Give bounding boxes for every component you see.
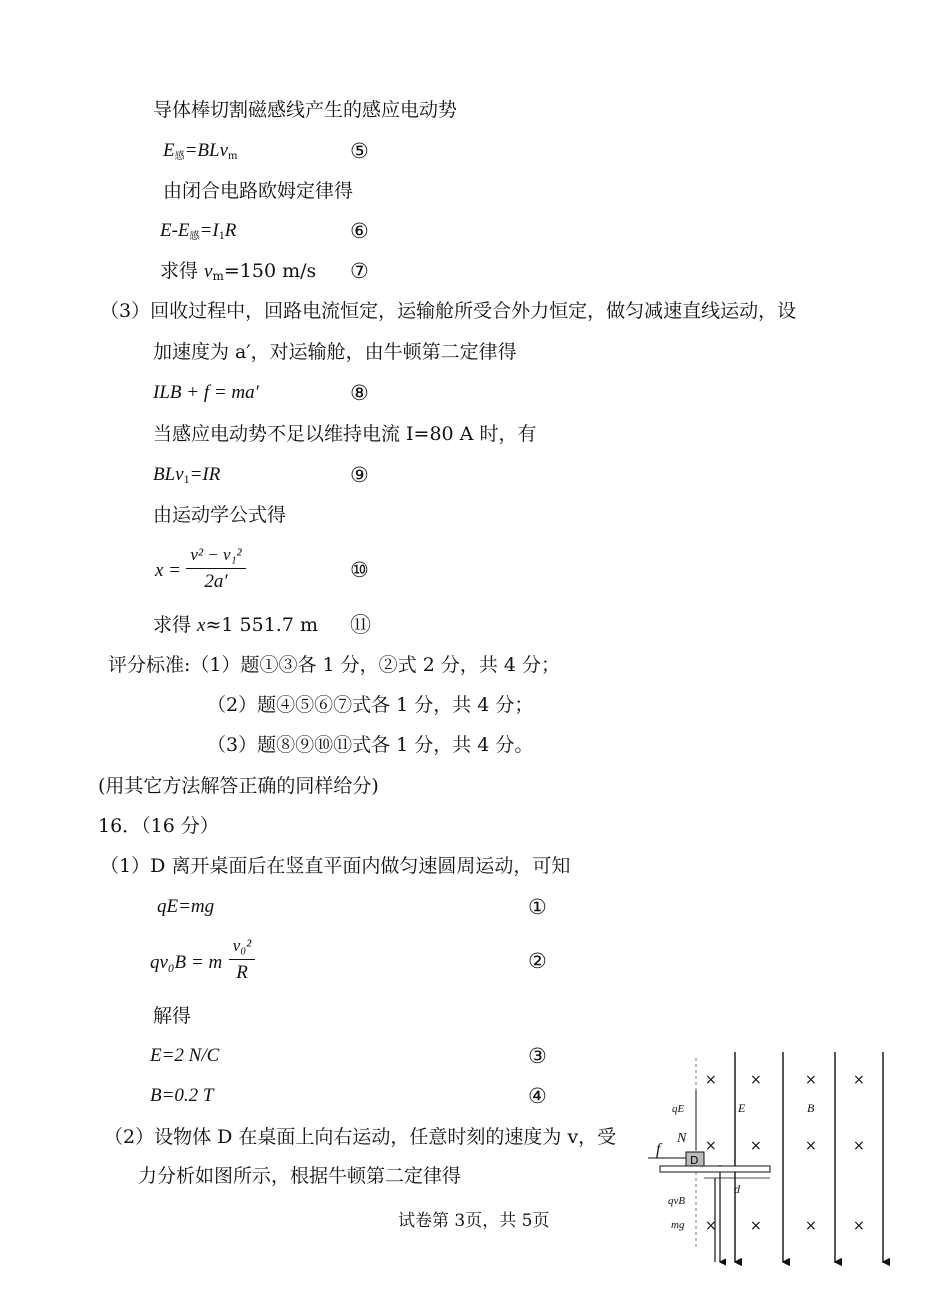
table-surface <box>660 1166 770 1172</box>
label-f: f <box>656 1141 661 1158</box>
text-line: 由闭合电路欧姆定律得 <box>163 180 354 202</box>
cross-mark: × <box>805 1138 817 1154</box>
cross-mark: × <box>705 1072 717 1088</box>
question-heading: 16．（16 分） <box>98 815 219 837</box>
equation-10-fraction: v² − v₁² 2a′ <box>186 543 246 594</box>
text-line: 导体棒切割磁感线产生的感应电动势 <box>153 99 458 121</box>
cross-mark: × <box>805 1218 817 1234</box>
cross-mark: × <box>750 1138 762 1154</box>
label-qE: qE <box>672 1103 685 1115</box>
cross-mark: × <box>750 1072 762 1088</box>
equation-3: E=2 N/C <box>150 1045 220 1066</box>
force-diagram <box>640 1050 895 1270</box>
page-footer: 试卷第 3页，共 5页 <box>398 1211 550 1231</box>
scoring-line: （2）题④⑤⑥⑦式各 1 分，共 4 分； <box>207 694 534 716</box>
equation-number: ⑨ <box>350 463 369 487</box>
equation-2-lhs: qv₀B = m <box>150 952 223 973</box>
cross-mark: × <box>750 1218 762 1234</box>
scoring-note: (用其它方法解答正确的同样给分) <box>98 775 379 797</box>
label-mg: mg <box>671 1219 685 1231</box>
text-line: （2）设物体 D 在桌面上向右运动，任意时刻的速度为 v，受 <box>104 1126 617 1148</box>
equation-8: ILB + f = ma′ <box>153 382 259 403</box>
part3-heading: （3）回收过程中，回路电流恒定，运输舱所受合外力恒定，做匀减速直线运动，设 <box>100 300 797 322</box>
label-d: d <box>734 1182 740 1196</box>
equation-2-fraction: v₀² R <box>229 934 255 985</box>
label-E: E <box>738 1101 746 1115</box>
label-qvB: qvB <box>668 1195 686 1207</box>
equation-number: ① <box>528 895 547 919</box>
label-d: D <box>690 1154 699 1167</box>
result-line: 求得 x≈1 551.7 m <box>153 614 318 636</box>
equation-number: ⑦ <box>350 259 369 283</box>
equation-number: ③ <box>528 1044 547 1068</box>
equation-number: ⑩ <box>350 558 369 582</box>
equation-number: ② <box>528 949 547 973</box>
equation-number: ⑧ <box>350 381 369 405</box>
text-line: （1）D 离开桌面后在竖直平面内做匀速圆周运动，可知 <box>100 855 571 877</box>
text-line: 加速度为 a′，对运输舱，由牛顿第二定律得 <box>153 341 517 363</box>
equation-6: $E-E_感=I_1R$ <box>160 220 237 242</box>
equation-5: $E_感=BLv_m$ <box>163 140 238 162</box>
equation-1: qE=mg <box>157 896 215 917</box>
result-line: 求得 $v_m=150$ m/s <box>160 260 317 283</box>
cross-mark: × <box>705 1218 717 1234</box>
cross-mark: × <box>805 1072 817 1088</box>
text-line: 力分析如图所示，根据牛顿第二定律得 <box>138 1165 462 1187</box>
label-B: B <box>807 1101 815 1115</box>
equation-number: ⑥ <box>350 219 369 243</box>
cross-mark: × <box>853 1218 865 1234</box>
equation-10-lhs: x = <box>155 560 182 581</box>
cross-mark: × <box>853 1138 865 1154</box>
cross-mark: × <box>853 1072 865 1088</box>
text-line: 当感应电动势不足以维持电流 I=80 A 时，有 <box>153 423 537 445</box>
label-N: N <box>677 1131 687 1146</box>
scoring-line: 评分标准:（1）题①③各 1 分，②式 2 分，共 4 分； <box>108 654 560 676</box>
equation-number: ⑪ <box>350 613 371 637</box>
text-line: 解得 <box>153 1005 192 1027</box>
equation-9: BLv$_1$=IR <box>153 464 221 486</box>
scoring-line: （3）题⑧⑨⑩⑪式各 1 分，共 4 分。 <box>207 734 534 756</box>
equation-number: ④ <box>528 1084 547 1108</box>
text-line: 由运动学公式得 <box>153 504 287 526</box>
equation-number: ⑤ <box>350 139 369 163</box>
equation-4: B=0.2 T <box>150 1085 214 1106</box>
cross-mark: × <box>705 1138 717 1154</box>
